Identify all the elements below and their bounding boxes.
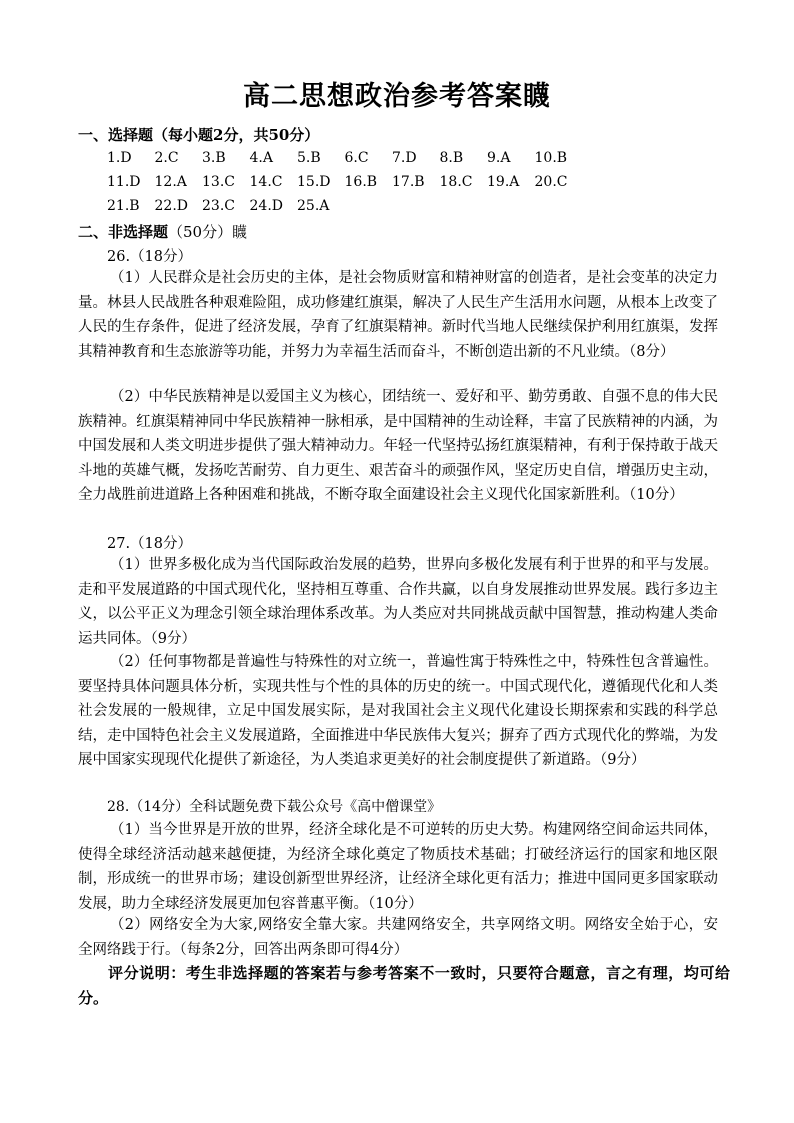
section-nonchoice-label: 二、非选择题 [78,223,169,241]
question-28-part-1: （1）当今世界是开放的世界，经济全球化是不可逆转的历史大势。构建网络空间命运共同体，使得全球经济活动越来越便捷，为经济全球化奠定了物质技术基础；打破经济运行的国家和地区限制，形成统一的世界市场；建设创新型世界经济，让经济全球化更有活力；推进中国同更多国家联动发展，助力全球经济发展更加包容普惠平衡。（10分） [78,822,718,912]
question-26-part-2: （2）中华民族精神是以爱国主义为核心，团结统一、爱好和平、勤劳勇敢、自强不息的伟大民族精神。红旗渠精神同中华民族精神一脉相承，是中国精神的生动诠释，丰富了民族精神的内涵，为中国发展和人类文明进步提供了强大精神动力。年轻一代坚持弘扬红旗渠精神，有利于保持敢于战天斗地的英雄气概，发扬吃苦耐劳、自力更生、艰苦奋斗的顽强作风，坚定历史自信，增强历史主动，全力战胜前进道路上各种困难和挑战，不断夺取全面建设社会主义现代化国家新胜利。（10分） [78,389,718,504]
answer-item: 5.B [297,150,321,166]
answer-item: 22.D [154,198,188,214]
answer-row-2 [107,174,582,190]
section-nonchoice-heading [78,221,247,242]
answer-item: 25.A [297,198,330,214]
answer-row-3 [107,198,345,214]
answer-item: 24.D [249,198,283,214]
answer-item: 23.C [202,198,235,214]
answer-item: 18.C [439,174,473,190]
answer-item: 3.B [202,150,226,166]
answer-item: 13.C [202,174,235,190]
answer-item: 8.B [439,150,464,166]
answer-item: 14.C [249,174,283,190]
answer-item: 19.A [487,174,520,190]
answer-item: 7.D [392,150,417,166]
answer-item: 11.D [107,174,141,190]
answer-item: 4.A [249,150,273,166]
answer-item: 15.D [297,174,331,190]
scoring-note: 评分说明：考生非选择题的答案若与参考答案不一致时，只要符合题意，言之有理，均可给分。 [78,964,730,1007]
question-26-part-1: （1）人民群众是社会历史的主体，是社会物质财富和精神财富的创造者，是社会变革的决定力量。林县人民战胜各种艰难险阻，成功修建红旗渠，解决了人民生产生活用水问题，从根本上改变了人民的生存条件，促进了经济发展，孕育了红旗渠精神。新时代当地人民继续保护利用红旗渠，发挥其精神教育和生态旅游等功能，并努力为幸福生活而奋斗，不断创造出新的不凡业绩。（8分） [78,270,718,360]
answer-item: 20.C [534,174,568,190]
answer-item: 9.A [487,150,511,166]
answer-item: 16.B [344,174,378,190]
answer-item: 12.A [154,174,187,190]
question-26-header: 26.（18分） [107,249,193,265]
answer-row-1 [107,150,582,166]
answer-item: 1.D [107,150,132,166]
section-nonchoice-score: （50分）䁾 [168,223,248,241]
answer-item: 6.C [344,150,369,166]
question-27-header: 27.（18分） [107,536,193,552]
answer-item: 21.B [107,198,140,214]
section-choice-heading: 一、选择题（每小题2分，共50分） [78,126,320,144]
question-28-header: 28.（14分）全科试题免费下载公众号《高中僧课堂》 [107,799,442,815]
question-27-part-2: （2）任何事物都是普遍性与特殊性的对立统一，普遍性寓于特殊性之中，特殊性包含普遍性。要坚持具体问题具体分析，实现共性与个性的具体的历史的统一。中国式现代化，遵循现代化和人类社会发展的一般规律，立足中国发展实际，是对我国社会主义现代化建设长期探索和实践的科学总结，走中国特色社会主义发展道路，全面推进中华民族伟大复兴；摒弃了西方式现代化的弊端，为发展中国家实现现代化提供了新途径，为人类追求更美好的社会制度提供了新道路。（9分） [78,654,718,769]
answer-item: 2.C [154,150,179,166]
answer-item: 17.B [392,174,425,190]
question-27-part-1: （1）世界多极化成为当代国际政治发展的趋势，世界向多极化发展有利于世界的和平与发展。走和平发展道路的中国式现代化，坚持相互尊重、合作共赢，以自身发展推动世界发展。践行多边主义，以公平正义为理念引领全球治理体系改革。为人类应对共同挑战贡献中国智慧，推动构建人类命运共同体。（9分） [78,557,718,647]
answer-item: 10.B [534,150,568,166]
page-title: 高二思想政治参考答案䁾 [243,81,551,112]
question-28-part-2: （2）网络安全为大家,网络安全靠大家。共建网络安全，共享网络文明。网络安全始于心，安全网络践于行。（每条2分，回答出两条即可得4分） [78,917,718,958]
